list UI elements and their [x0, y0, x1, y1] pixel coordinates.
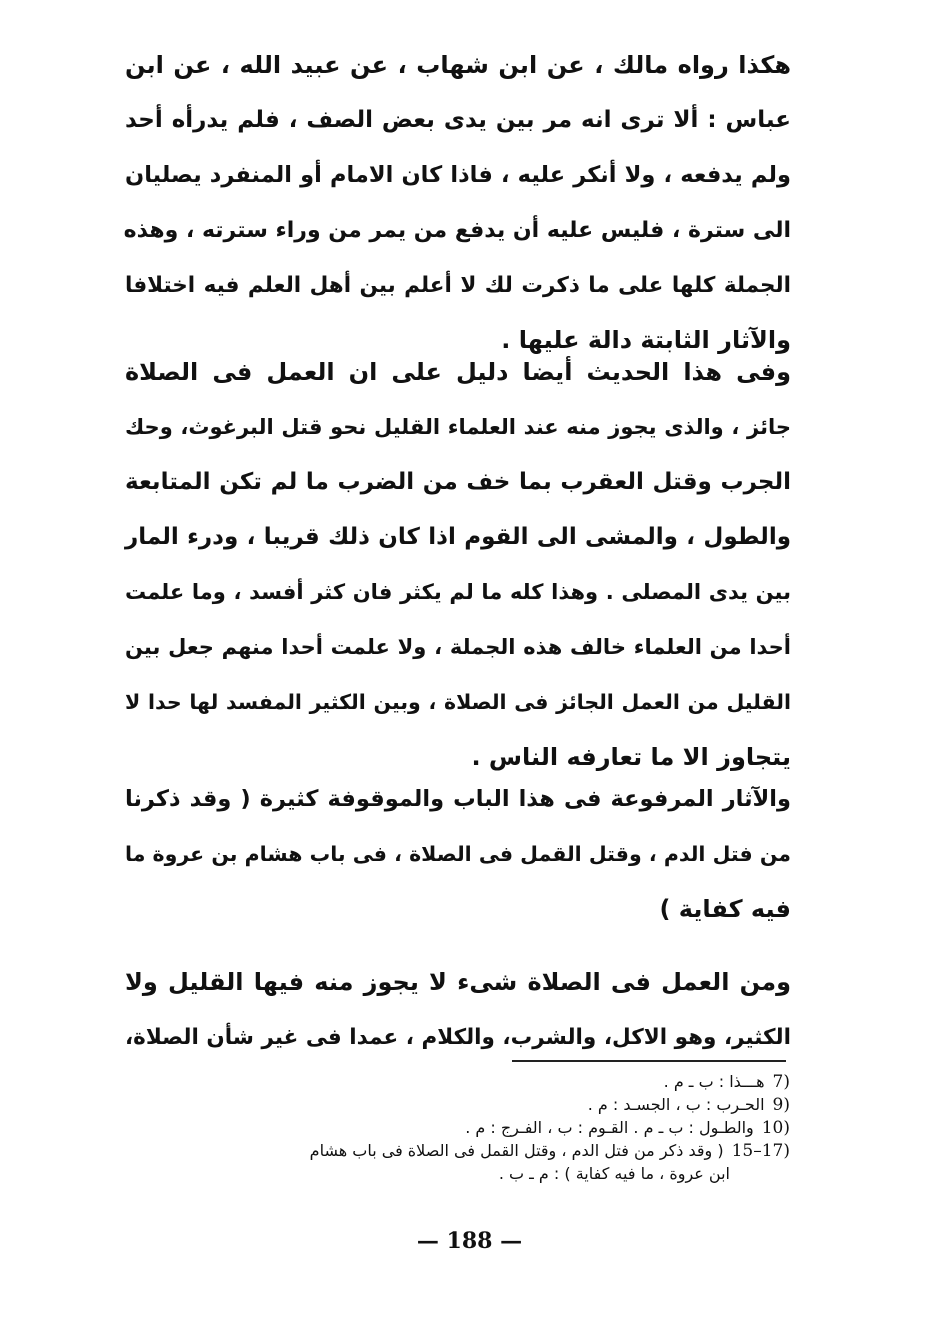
footnote-text: هـــذا : ب ـ م .	[663, 1072, 765, 1091]
footnote-number: 9)	[772, 1095, 790, 1115]
text-line: فيه كفاية )	[659, 895, 791, 923]
footnote	[150, 1139, 790, 1162]
footnote	[150, 1070, 790, 1093]
paragraph-2	[125, 345, 791, 785]
footnotes	[150, 1070, 790, 1185]
text-line: والطول ، والمشى الى القوم اذا كان ذلك قريبا ، ودرء المار	[125, 524, 791, 550]
footnote-number: 7)	[772, 1072, 790, 1092]
footnote	[150, 1116, 790, 1139]
footnote-number: 10)	[761, 1118, 790, 1138]
text-line: والآثار الثابتة دالة عليها .	[501, 326, 791, 354]
text-line: وفى هذا الحديث أيضا دليل على ان العمل فى الصلاة	[125, 358, 791, 386]
paragraph-1	[125, 38, 791, 368]
text-line: عباس : ألا ترى انه مر بين يدى بعض الصف ، فلم يدرأه أحد	[125, 107, 791, 133]
footnote-divider	[512, 1060, 786, 1062]
footnote-text: ابن عروة ، ما فيه كفاية ) : م ـ ب .	[498, 1164, 730, 1183]
text-line: القليل من العمل الجائز فى الصلاة ، وبين الكثير المفسد لها حدا لا	[125, 690, 791, 714]
text-line: هكذا رواه مالك ، عن ابن شهاب ، عن عبيد الله ، عن ابن	[125, 51, 791, 79]
text-line: بين يدى المصلى . وهذا كله ما لم يكثر فان كثر أفسد ، وما علمت	[125, 580, 791, 604]
footnote-continuation	[150, 1162, 790, 1185]
page-number: — 188 —	[416, 1228, 523, 1254]
footnote-text: والطـول : ب ـ م . القـوم : ب ، الفـرج : م .	[465, 1118, 754, 1137]
text-line: من فتل الدم ، وقتل القمل فى الصلاة ، فى باب هشام بن عروة ما	[125, 842, 791, 866]
footnote-number: 15–17)	[731, 1141, 790, 1161]
text-line: الجملة كلها على ما ذكرت لك لا أعلم بين أهل العلم فيه اختلافا	[125, 273, 791, 298]
text-line: والآثار المرفوعة فى هذا الباب والموقوفة كثيرة ( وقد ذكرنا	[125, 786, 791, 812]
text-line: أحدا من العلماء خالف هذه الجملة ، ولا علمت أحدا منهم جعل بين	[125, 635, 791, 659]
footnote	[150, 1093, 790, 1116]
footnote-text: ( وقد ذكر من فتل الدم ، وقتل القمل فى الصلاة فى باب هشام	[309, 1141, 724, 1160]
text-line: ولم يدفعه ، ولا أنكر عليه ، فاذا كان الامام أو المنفرد يصليان	[125, 162, 791, 188]
text-line: الكثير، وهو الاكل، والشرب، والكلام ، عمدا فى غير شأن الصلاة،	[125, 1025, 791, 1050]
text-line: الى سترة ، فليس عليه أن يدفع من يمر من وراء سترته ، وهذه	[123, 218, 791, 243]
paragraph-4	[125, 955, 791, 1065]
paragraph-3	[125, 772, 791, 937]
text-line: الجرب وقتل العقرب بما خف من الضرب ما لم تكن المتابعة	[125, 469, 791, 495]
text-line: يتجاوز الا ما تعارفه الناس .	[471, 743, 791, 771]
footnote-text: الحـرب : ب ، الجسـد : م .	[587, 1095, 765, 1114]
text-line: ومن العمل فى الصلاة شىء لا يجوز منه فيها القليل ولا	[125, 968, 791, 996]
text-line: جائز ، والذى يجوز منه عند العلماء القليل نحو قتل البرغوث، وحك	[125, 415, 791, 439]
